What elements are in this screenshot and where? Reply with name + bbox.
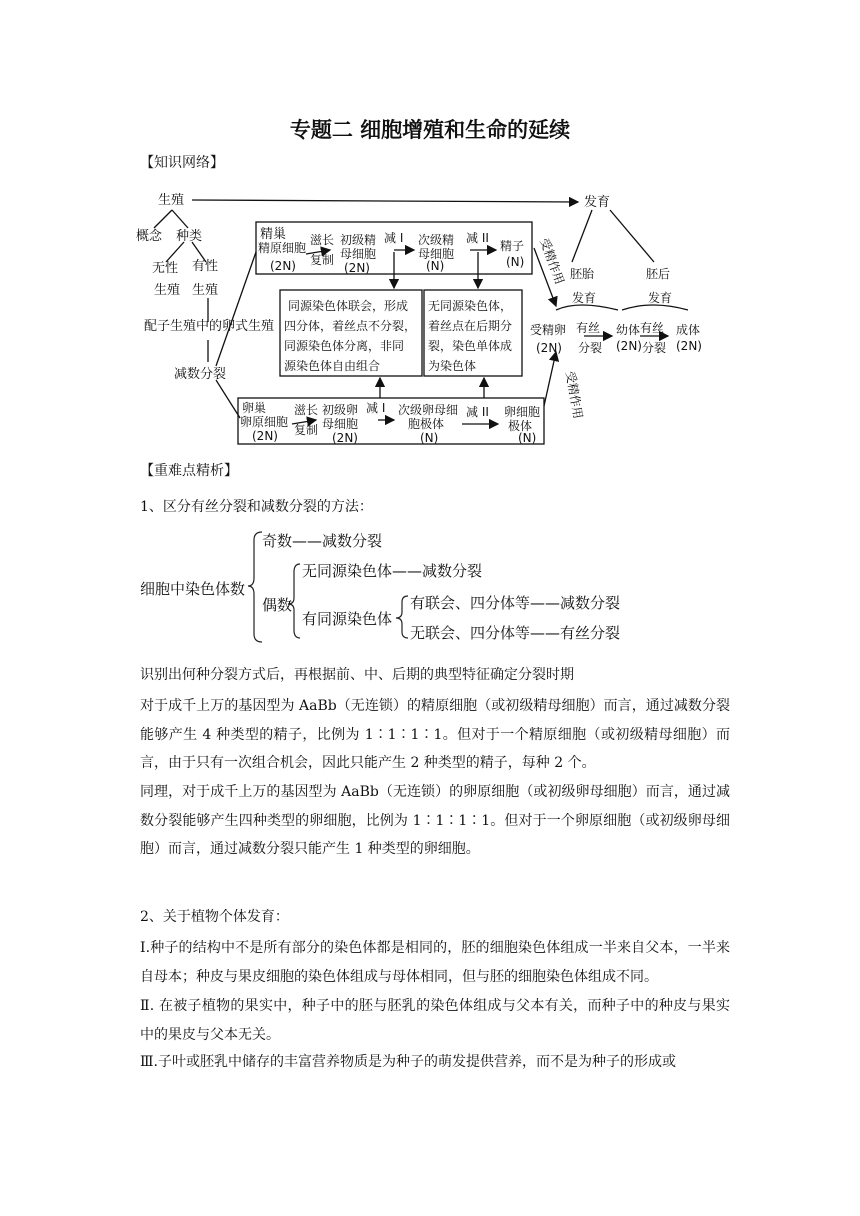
paragraph-3: 对于成千上万的基因型为 AaBb（无连锁）的精原细胞（或初级精母细胞）而言，通过减数分裂能够产生 4 种类型的精子，比例为 1∶1∶1∶1。但对于一个精原细胞（或初级精母细胞）而言，由于只有一次组合机会，因此只能产生 2 种类型的精子，每种 2 个。 <box>140 698 730 772</box>
label-jian2: 减 II <box>466 405 489 419</box>
box2-line-3: 裂，染色单体成 <box>428 339 513 353</box>
knowledge-network-diagram <box>132 180 732 450</box>
box1-line-3: 同源染色体分离，非同 <box>284 339 405 353</box>
node-peitai-2: 发育 <box>572 291 597 305</box>
label-yousi: 有丝 <box>640 321 665 335</box>
brace-odd: 奇数——减数分裂 <box>262 532 383 550</box>
node-chujijing: 初级精 <box>340 233 377 247</box>
node-cijiluan: 次级卵母细 <box>398 403 459 417</box>
label-2n: (2N) <box>344 261 370 275</box>
node-youxing-2: 生殖 <box>192 283 219 298</box>
paragraph-8: Ⅲ.子叶或胚乳中储存的丰富营养物质是为种子的萌发提供营养，而不是为种子的形成或 <box>140 1054 676 1070</box>
node-chujijing-2: 母细胞 <box>340 247 377 261</box>
box2-line-1: 无同源染色体， <box>428 299 513 313</box>
paragraph-5: 2、关于植物个体发育： <box>140 909 289 925</box>
paragraph-6: Ⅰ.种子的结构中不是所有部分的染色体都是相同的，胚的细胞染色体组成一半来自父本，一半来自母本；种皮与果皮细胞的染色体组成与母体相同，但与胚的细胞染色体组成不同。 <box>140 940 730 985</box>
label-n: (N) <box>426 259 445 273</box>
label-n: (N) <box>506 255 525 269</box>
label-zizhang: 滋长 <box>294 403 319 417</box>
paragraph-1: 1、区分有丝分裂和减数分裂的方法： <box>140 499 373 515</box>
label-shoujing-bottom: 受精作用 <box>563 370 586 420</box>
label-fuzhi: 复制 <box>294 423 319 437</box>
brace-synapsis: 有联会、四分体等——减数分裂 <box>410 594 621 612</box>
box1-line-1: 同源染色体联会，形成 <box>288 299 409 313</box>
label-shoujing-top: 受精作用 <box>537 236 567 287</box>
node-chengti: 成体 <box>676 323 701 337</box>
paragraph-4: 同理，对于成千上万的基因型为 AaBb（无连锁）的卵原细胞（或初级卵母细胞）而言，通过减数分裂能够产生四种类型的卵细胞，比例为 1∶1∶1∶1。但对于一个卵原细胞（或初级卵母细胞）而言，通过减数分裂只能产生 1 种类型的卵细胞。 <box>140 784 730 858</box>
node-shoujingluan: 受精卵 <box>530 323 567 337</box>
node-gainian: 概念 <box>136 229 163 244</box>
node-zhonglei: 种类 <box>176 229 203 244</box>
node-jingchao: 精巢 <box>260 227 287 242</box>
node-peitai: 胚胎 <box>570 267 595 281</box>
node-luanchao: 卵巢 <box>242 401 267 415</box>
box1-line-2: 四分体，着丝点不分裂， <box>284 319 417 333</box>
paragraph-7: Ⅱ. 在被子植物的果实中，种子中的胚与胚乳的染色体组成与父本有关，而种子中的种皮与果实中的果皮与父本无关。 <box>140 998 730 1043</box>
label-2n: (2N) <box>676 339 702 353</box>
node-fayu: 发育 <box>584 195 611 210</box>
node-peihou-2: 发育 <box>648 291 673 305</box>
label-fenlie: 分裂 <box>642 341 667 355</box>
box1-line-4: 源染色体自由组合 <box>284 359 381 373</box>
label-2n: (2N) <box>616 339 642 353</box>
node-jianshu: 减数分裂 <box>174 367 227 382</box>
node-cijiluan-2: 胞极体 <box>408 417 445 431</box>
page-title: 专题二 细胞增殖和生命的延续 <box>289 118 571 142</box>
label-jian1: 减 I <box>384 231 404 245</box>
node-chujiluan-2: 母细胞 <box>322 417 359 431</box>
node-jingzi: 精子 <box>500 239 525 253</box>
label-2n: (2N) <box>252 429 278 443</box>
node-peizi: 配子生殖中的卵式生殖 <box>144 319 275 334</box>
brace-even: 偶数 <box>262 596 293 614</box>
node-jingyuan: 精原细胞 <box>258 241 307 255</box>
label-2n: (2N) <box>536 341 562 355</box>
node-cijijing: 次级精 <box>418 233 455 247</box>
node-wuxing-2: 生殖 <box>154 283 181 298</box>
label-2n: (2N) <box>332 431 358 445</box>
classification-brace-diagram <box>140 526 640 650</box>
label-zizhang: 滋长 <box>310 233 335 247</box>
label-fenlie: 分裂 <box>578 341 603 355</box>
node-shengzhi: 生殖 <box>158 193 185 208</box>
node-luanyuan: 卵原细胞 <box>240 415 289 429</box>
node-luanxibao: 卵细胞 <box>504 405 541 419</box>
node-youti: 幼体 <box>616 323 641 337</box>
section-heading-knowledge: 【知识网络】 <box>140 155 224 171</box>
label-yousi: 有丝 <box>576 321 601 335</box>
label-n: (N) <box>420 431 439 445</box>
box2-line-2: 着丝点在后期分 <box>428 319 513 333</box>
brace-root: 细胞中染色体数 <box>140 580 246 598</box>
label-fuzhi: 复制 <box>310 253 335 267</box>
label-jian2: 减 II <box>466 231 489 245</box>
brace-no-synapsis: 无联会、四分体等——有丝分裂 <box>410 624 621 642</box>
label-2n: (2N) <box>270 259 296 273</box>
brace-homologous: 有同源染色体 <box>302 610 393 628</box>
label-jian1: 减 I <box>366 401 386 415</box>
node-chujiluan: 初级卵 <box>322 403 359 417</box>
section-heading-analysis: 【重难点精析】 <box>140 463 238 479</box>
node-cijijing-2: 母细胞 <box>418 247 455 261</box>
node-youxing: 有性 <box>192 259 219 274</box>
node-luanxibao-2: 极体 <box>508 419 533 433</box>
label-n: (N) <box>518 431 537 445</box>
paragraph-2: 识别出何种分裂方式后，再根据前、中、后期的典型特征确定分裂时期 <box>140 667 574 683</box>
box2-line-4: 为染色体 <box>428 359 477 373</box>
brace-no-homologous: 无同源染色体——减数分裂 <box>302 562 483 580</box>
node-wuxing: 无性 <box>152 261 179 276</box>
node-peihou: 胚后 <box>646 267 671 281</box>
